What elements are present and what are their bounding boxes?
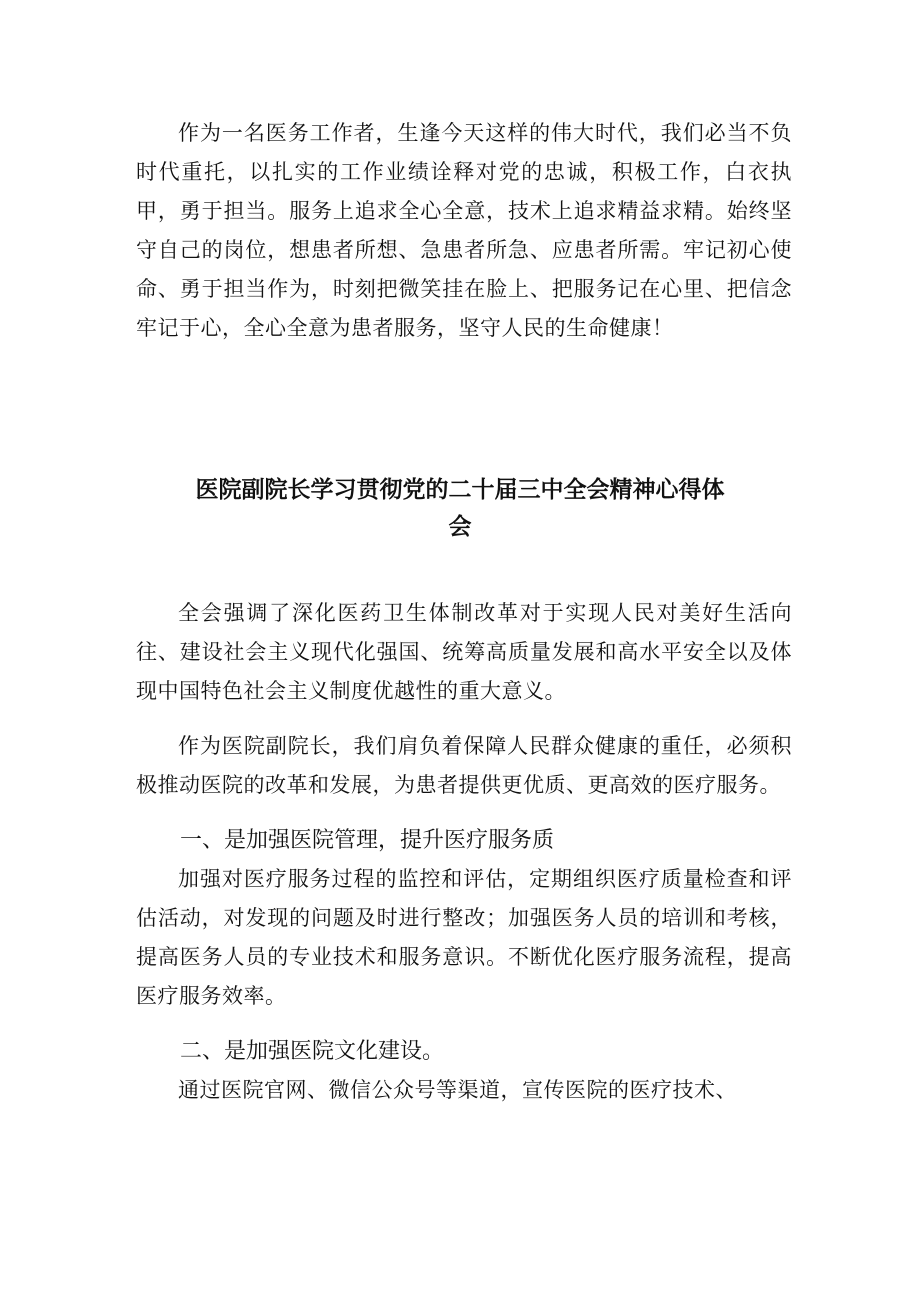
heading-1-body: 加强对医疗服务过程的监控和评估，定期组织医疗质量检查和评估活动，对发现的问题及时进行整改；加强医务人员的培训和考核，提高医务人员的专业技术和服务意识。不断优化医疗服务流程，提高医疗服务效率。 bbox=[136, 867, 792, 1008]
body-paragraph-1: 全会强调了深化医药卫生体制改革对于实现人民对美好生活向往、建设社会主义现代化强国、统筹高质量发展和高水平安全以及体现中国特色社会主义制度优越性的重大意义。 bbox=[136, 601, 792, 703]
section-title bbox=[160, 472, 760, 546]
heading-2-body: 通过医院官网、微信公众号等渠道，宣传医院的医疗技术、 bbox=[178, 1078, 737, 1102]
intro-block bbox=[136, 114, 792, 348]
section-title-line2: 会 bbox=[448, 514, 472, 540]
body-block bbox=[136, 594, 792, 1110]
heading-2: 二、是加强医院文化建设。 bbox=[180, 1039, 445, 1064]
body-paragraph-2: 作为医院副院长，我们肩负着保障人民群众健康的重任，必须积极推动医院的改革和发展，为患者提供更优质、更高效的医疗服务。 bbox=[136, 734, 792, 797]
intro-paragraph: 作为一名医务工作者，生逢今天这样的伟大时代，我们必当不负时代重托，以扎实的工作业绩诠释对党的忠诚，积极工作，白衣执甲，勇于担当。服务上追求全心全意，技术上追求精益求精。始终坚守自己的岗位，想患者所想、急患者所急、应患者所需。牢记初心使命、勇于担当作为，时刻把微笑挂在脸上、把服务记在心里、把信念牢记于心，全心全意为患者服务，坚守人民的生命健康！ bbox=[136, 121, 792, 340]
section-title-line1: 医院副院长学习贯彻党的二十届三中全会精神心得体 bbox=[195, 477, 725, 503]
heading-1: 一、是加强医院管理，提升医疗服务质 bbox=[180, 828, 555, 853]
